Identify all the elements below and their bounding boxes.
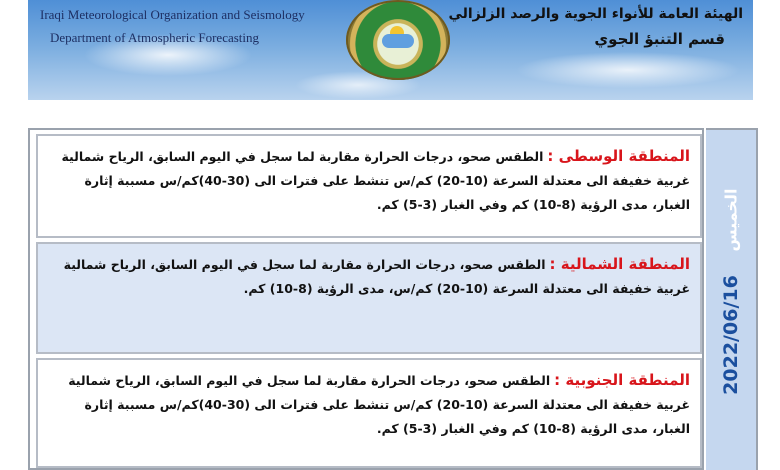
organization-name-arabic: الهيئة العامة للأنواء الجوية والرصد الزلزالي [448,6,743,22]
forecast-frame [28,128,704,470]
forecast-text-southern: الطقس صحو، درجات الحرارة مقاربة لما سجل في اليوم السابق، الرياح شمالية غربية خفيفة الى معتدلة السرعة (10-20) كم/س تنشط على فترات الى (30-40)كم/س مسببة إثارة الغبار، مدى الرؤية (8-10) كم وفي الغبار (3-5) كم. [68,373,690,436]
forecast-date: 2022/06/16 [720,275,742,395]
cloud-icon [382,34,414,48]
region-label-central: المنطقة الوسطى : [547,147,690,165]
forecast-panel-central [36,134,702,238]
forecast-panel-southern [36,358,702,468]
date-sidebar [706,128,758,470]
forecast-text-northern: الطقس صحو، درجات الحرارة مقاربة لما سجل في اليوم السابق، الرياح شمالية غربية خفيفة الى معتدلة السرعة (10-20) كم/س، مدى الرؤية (8-10) كم. [63,257,690,296]
forecast-text-central: الطقس صحو، درجات الحرارة مقاربة لما سجل في اليوم السابق، الرياح شمالية غربية خفيفة الى معتدلة السرعة (10-20) كم/س تنشط على فترات الى (30-40)كم/س مسببة إثارة الغبار، مدى الرؤية (8-10) كم وفي الغبار (3-5) كم. [61,149,690,212]
region-label-northern: المنطقة الشمالية : [549,255,690,273]
department-name-arabic: قسم التنبؤ الجوي [594,30,725,48]
day-name: الخميس [721,188,741,252]
department-name-english: Department of Atmospheric Forecasting [50,30,260,45]
organization-logo-emblem [346,0,450,80]
region-label-southern: المنطقة الجنوبية : [554,371,690,389]
organization-name-english: Iraqi Meteorological Organization and Seismology [40,7,305,22]
forecast-panel-northern [36,242,702,354]
header-banner [28,0,753,100]
